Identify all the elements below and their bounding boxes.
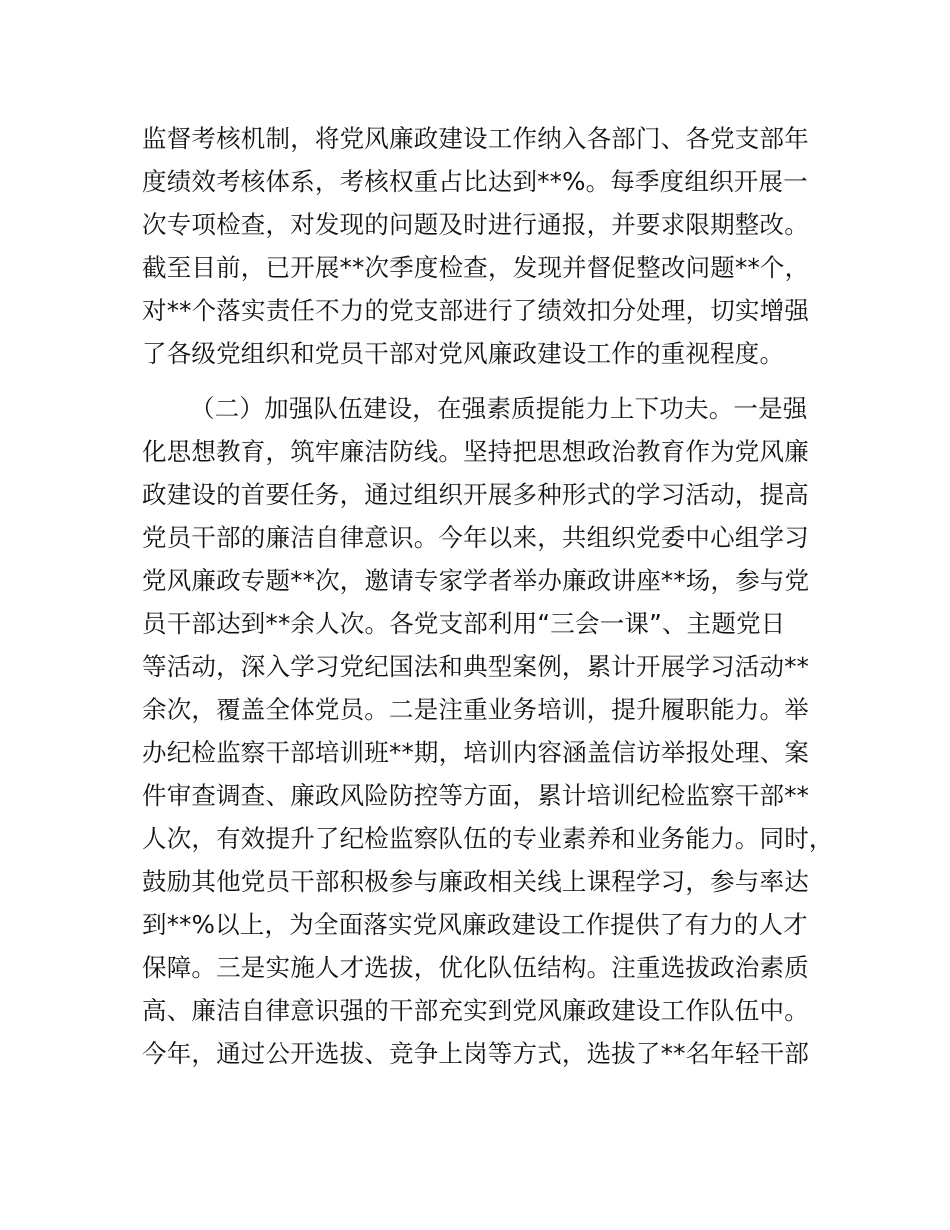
text-line-8: 化思想教育，筑牢廉洁防线。坚持把思想政治教育作为党风廉 <box>142 437 809 466</box>
text-line-9: 政建设的首要任务，通过组织开展多种形式的学习活动，提高 <box>142 480 809 509</box>
text-line-20: 保障。三是实施人才选拔，优化队伍结构。注重选拔政治素质 <box>142 953 809 982</box>
text-line-13: 等活动，深入学习党纪国法和典型案例，累计开展学习活动** <box>142 652 810 681</box>
text-line-12: 员干部达到**余人次。各党支部利用“三会一课”、主题党日 <box>142 609 786 638</box>
text-line-5: 对**个落实责任不力的党支部进行了绩效扣分处理，切实增强 <box>142 296 810 325</box>
text-line-1: 监督考核机制，将党风廉政建设工作纳入各部门、各党支部年 <box>142 124 809 153</box>
text-line-4: 截至目前，已开展**次季度检查，发现并督促整改问题**个， <box>142 253 810 282</box>
text-line-18: 鼓励其他党员干部积极参与廉政相关线上课程学习，参与率达 <box>142 867 809 896</box>
text-line-6: 了各级党组织和党员干部对党风廉政建设工作的重视程度。 <box>142 339 785 368</box>
text-line-3: 次专项检查，对发现的问题及时进行通报，并要求限期整改。 <box>142 210 809 239</box>
text-line-19: 到**%以上，为全面落实党风廉政建设工作提供了有力的人才 <box>142 910 808 939</box>
text-line-14: 余次，覆盖全体党员。二是注重业务培训，提升履职能力。举 <box>142 695 809 724</box>
text-line-11: 党风廉政专题**次，邀请专家学者举办廉政讲座**场，参与党 <box>142 566 810 595</box>
text-line-17: 人次，有效提升了纪检监察队伍的专业素养和业务能力。同时， <box>142 824 834 853</box>
text-line-15: 办纪检监察干部培训班**期，培训内容涵盖信访举报处理、案 <box>142 738 810 767</box>
text-line-16: 件审查调查、廉政风险防控等方面，累计培训纪检监察干部** <box>142 781 810 810</box>
text-line-21: 高、廉洁自律意识强的干部充实到党风廉政建设工作队伍中。 <box>142 996 809 1025</box>
text-line-10: 党员干部的廉洁自律意识。今年以来，共组织党委中心组学习 <box>142 523 809 552</box>
text-line-22: 今年，通过公开选拔、竞争上岗等方式，选拔了**名年轻干部 <box>142 1039 810 1068</box>
section-heading-line: （二）加强队伍建设，在强素质提能力上下功夫。一是强 <box>190 394 808 423</box>
text-line-2: 度绩效考核体系，考核权重占比达到**%。每季度组织开展一 <box>142 167 808 196</box>
